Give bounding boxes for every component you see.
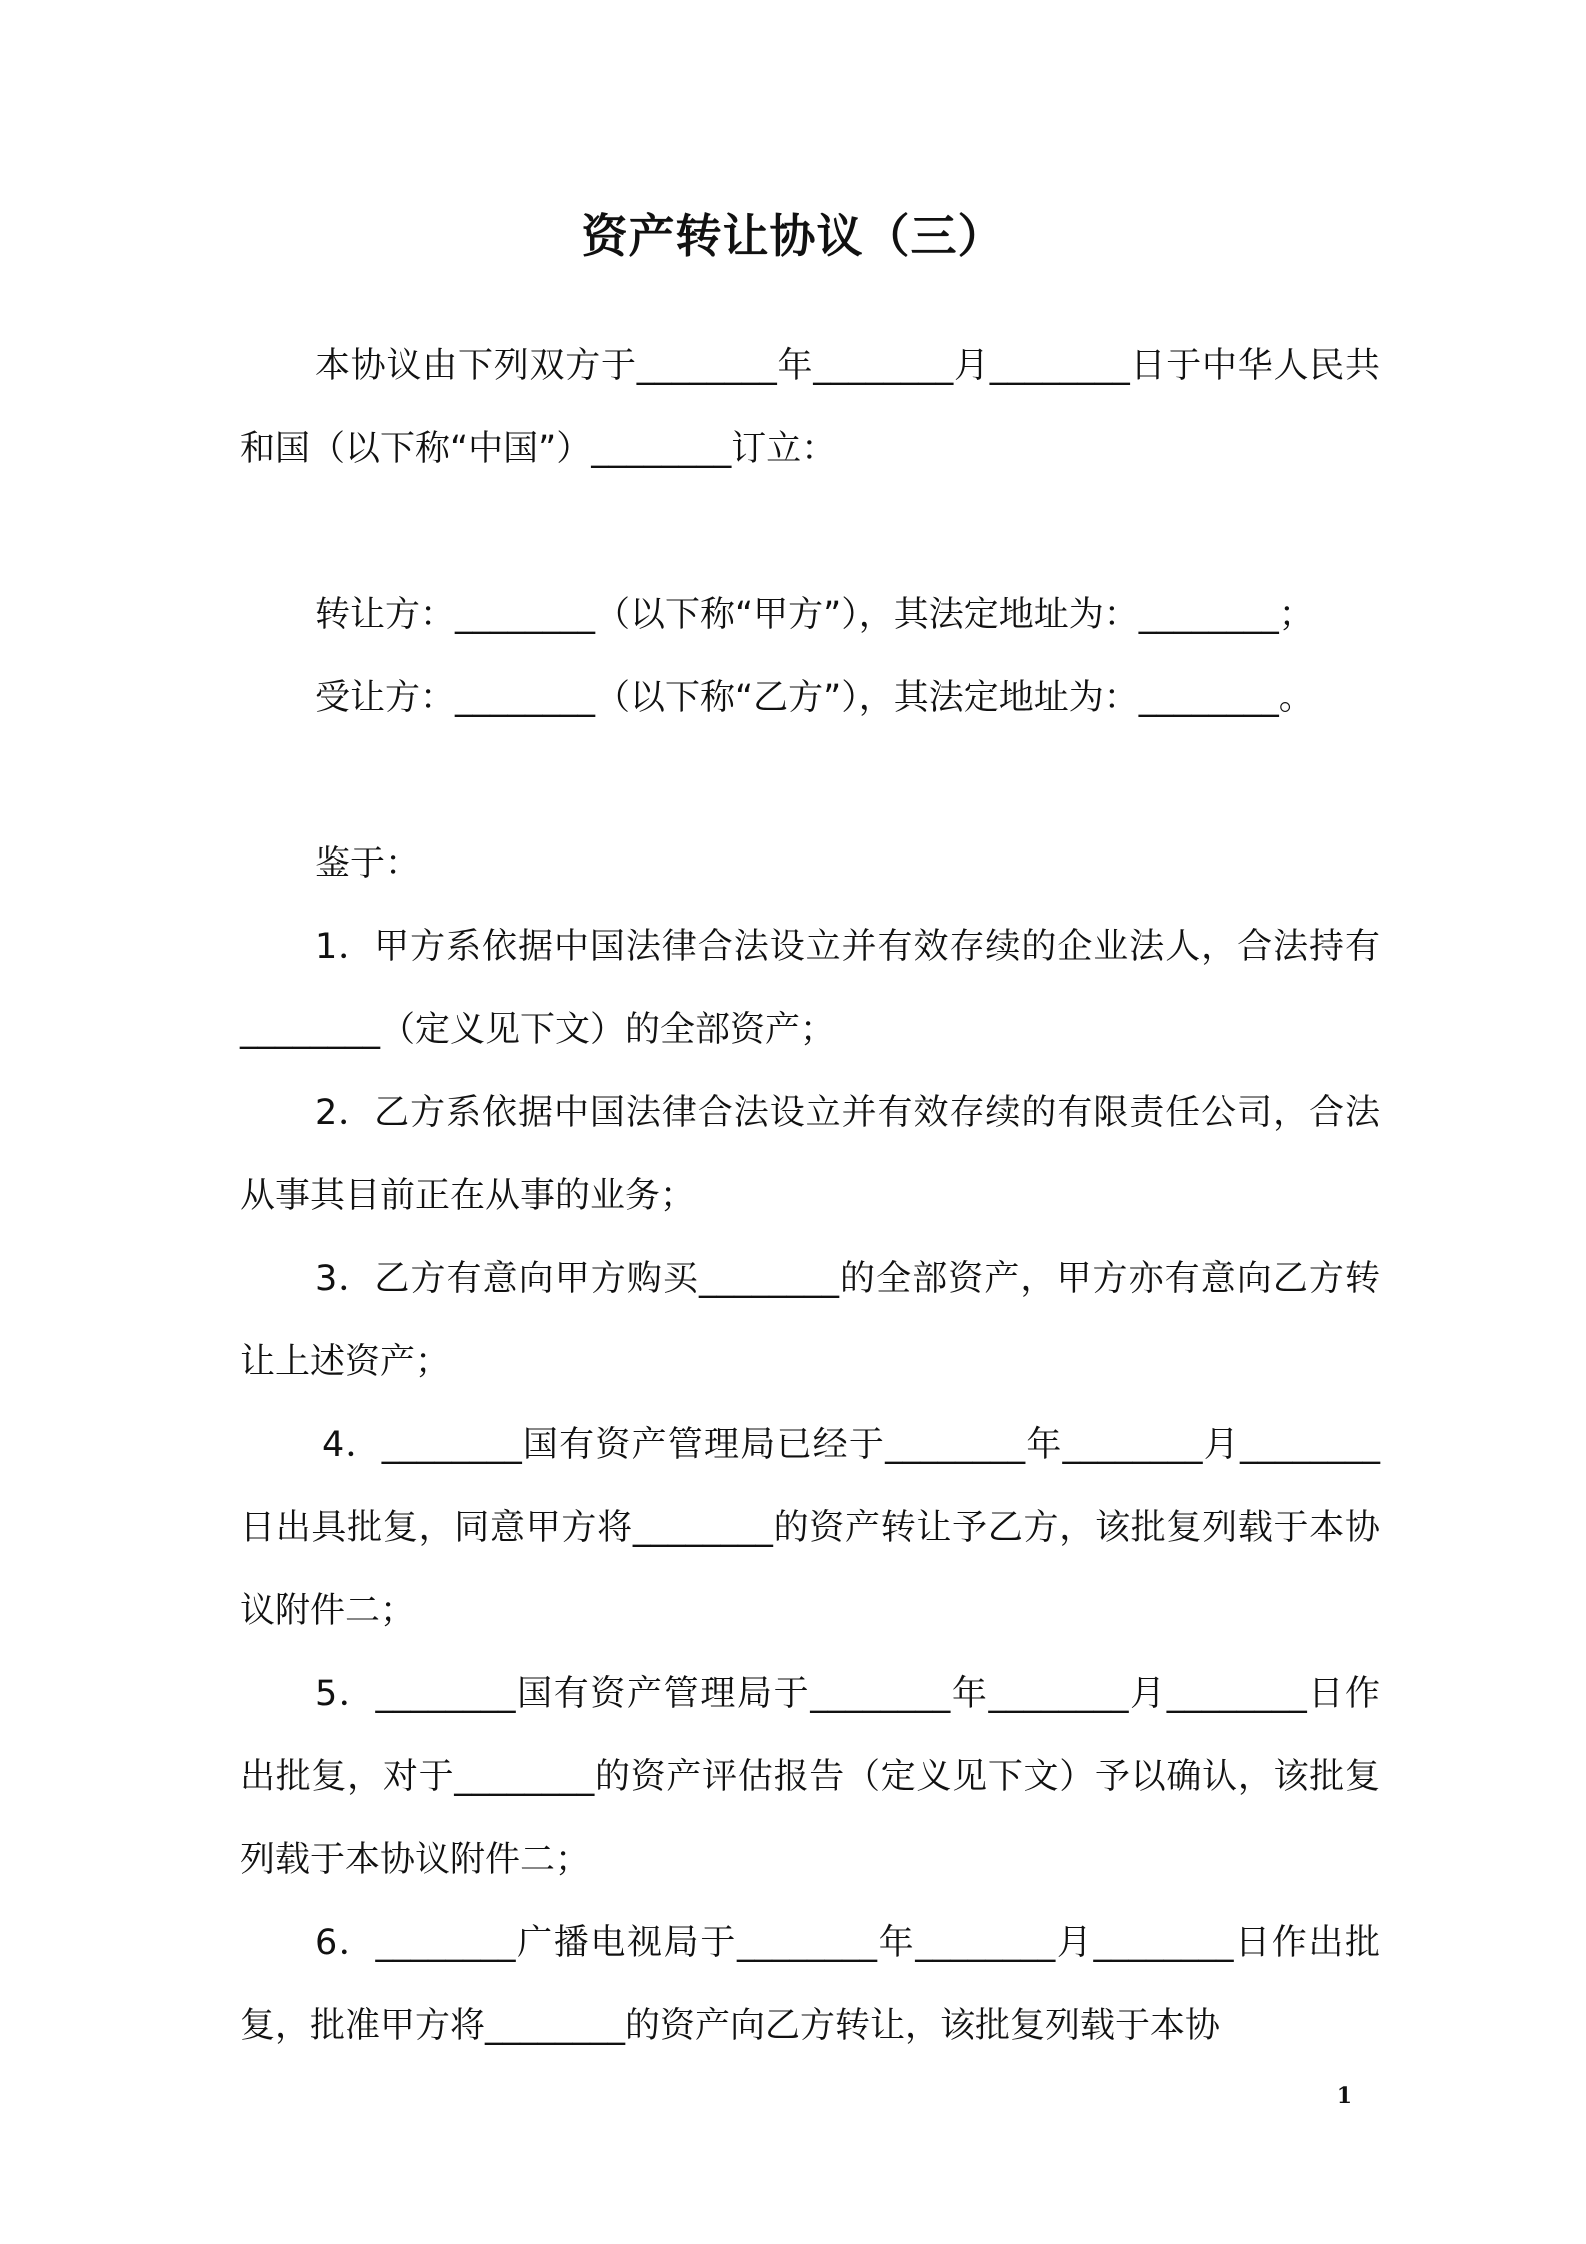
- spacer: [240, 491, 1380, 574]
- document-title: 资产转让协议（三）: [581, 209, 1005, 263]
- party-transferor: 转让方：________（以下称“甲方”），其法定地址为：________；: [315, 595, 1314, 635]
- preamble-paragraph: 本协议由下列双方于________年________月________日于中华人民共和国（以下称“中国”）________订立：: [240, 346, 1380, 469]
- clause-6: 6．________广播电视局于________年________月________日作出批复，批准甲方将________的资产向乙方转让，该批复列载于本协: [240, 1923, 1380, 2046]
- spacer: [240, 740, 1380, 823]
- clause-3: 3．乙方有意向甲方购买________的全部资产，甲方亦有意向乙方转让上述资产；: [240, 1259, 1380, 1382]
- clause-4: 4．________国有资产管理局已经于________年________月________日出具批复，同意甲方将________的资产转让予乙方，该批复列载于本协议附件二；: [240, 1425, 1380, 1631]
- clause-2: 2．乙方系依据中国法律合法设立并有效存续的有限责任公司，合法从事其目前正在从事的业务；: [240, 1093, 1380, 1216]
- clause-1: 1．甲方系依据中国法律合法设立并有效存续的企业法人，合法持有________（定义见下文）的全部资产；: [240, 927, 1380, 1050]
- page-number: 1: [1336, 2083, 1352, 2109]
- party-transferee: 受让方：________（以下称“乙方”），其法定地址为：________。: [315, 678, 1314, 718]
- whereas-heading: 鉴于：: [315, 844, 421, 884]
- clause-5: 5．________国有资产管理局于________年________月________日作出批复，对于________的资产评估报告（定义见下文）予以确认，该批复列载于本协议附件二；: [240, 1674, 1380, 1880]
- document-body: [240, 325, 1380, 2068]
